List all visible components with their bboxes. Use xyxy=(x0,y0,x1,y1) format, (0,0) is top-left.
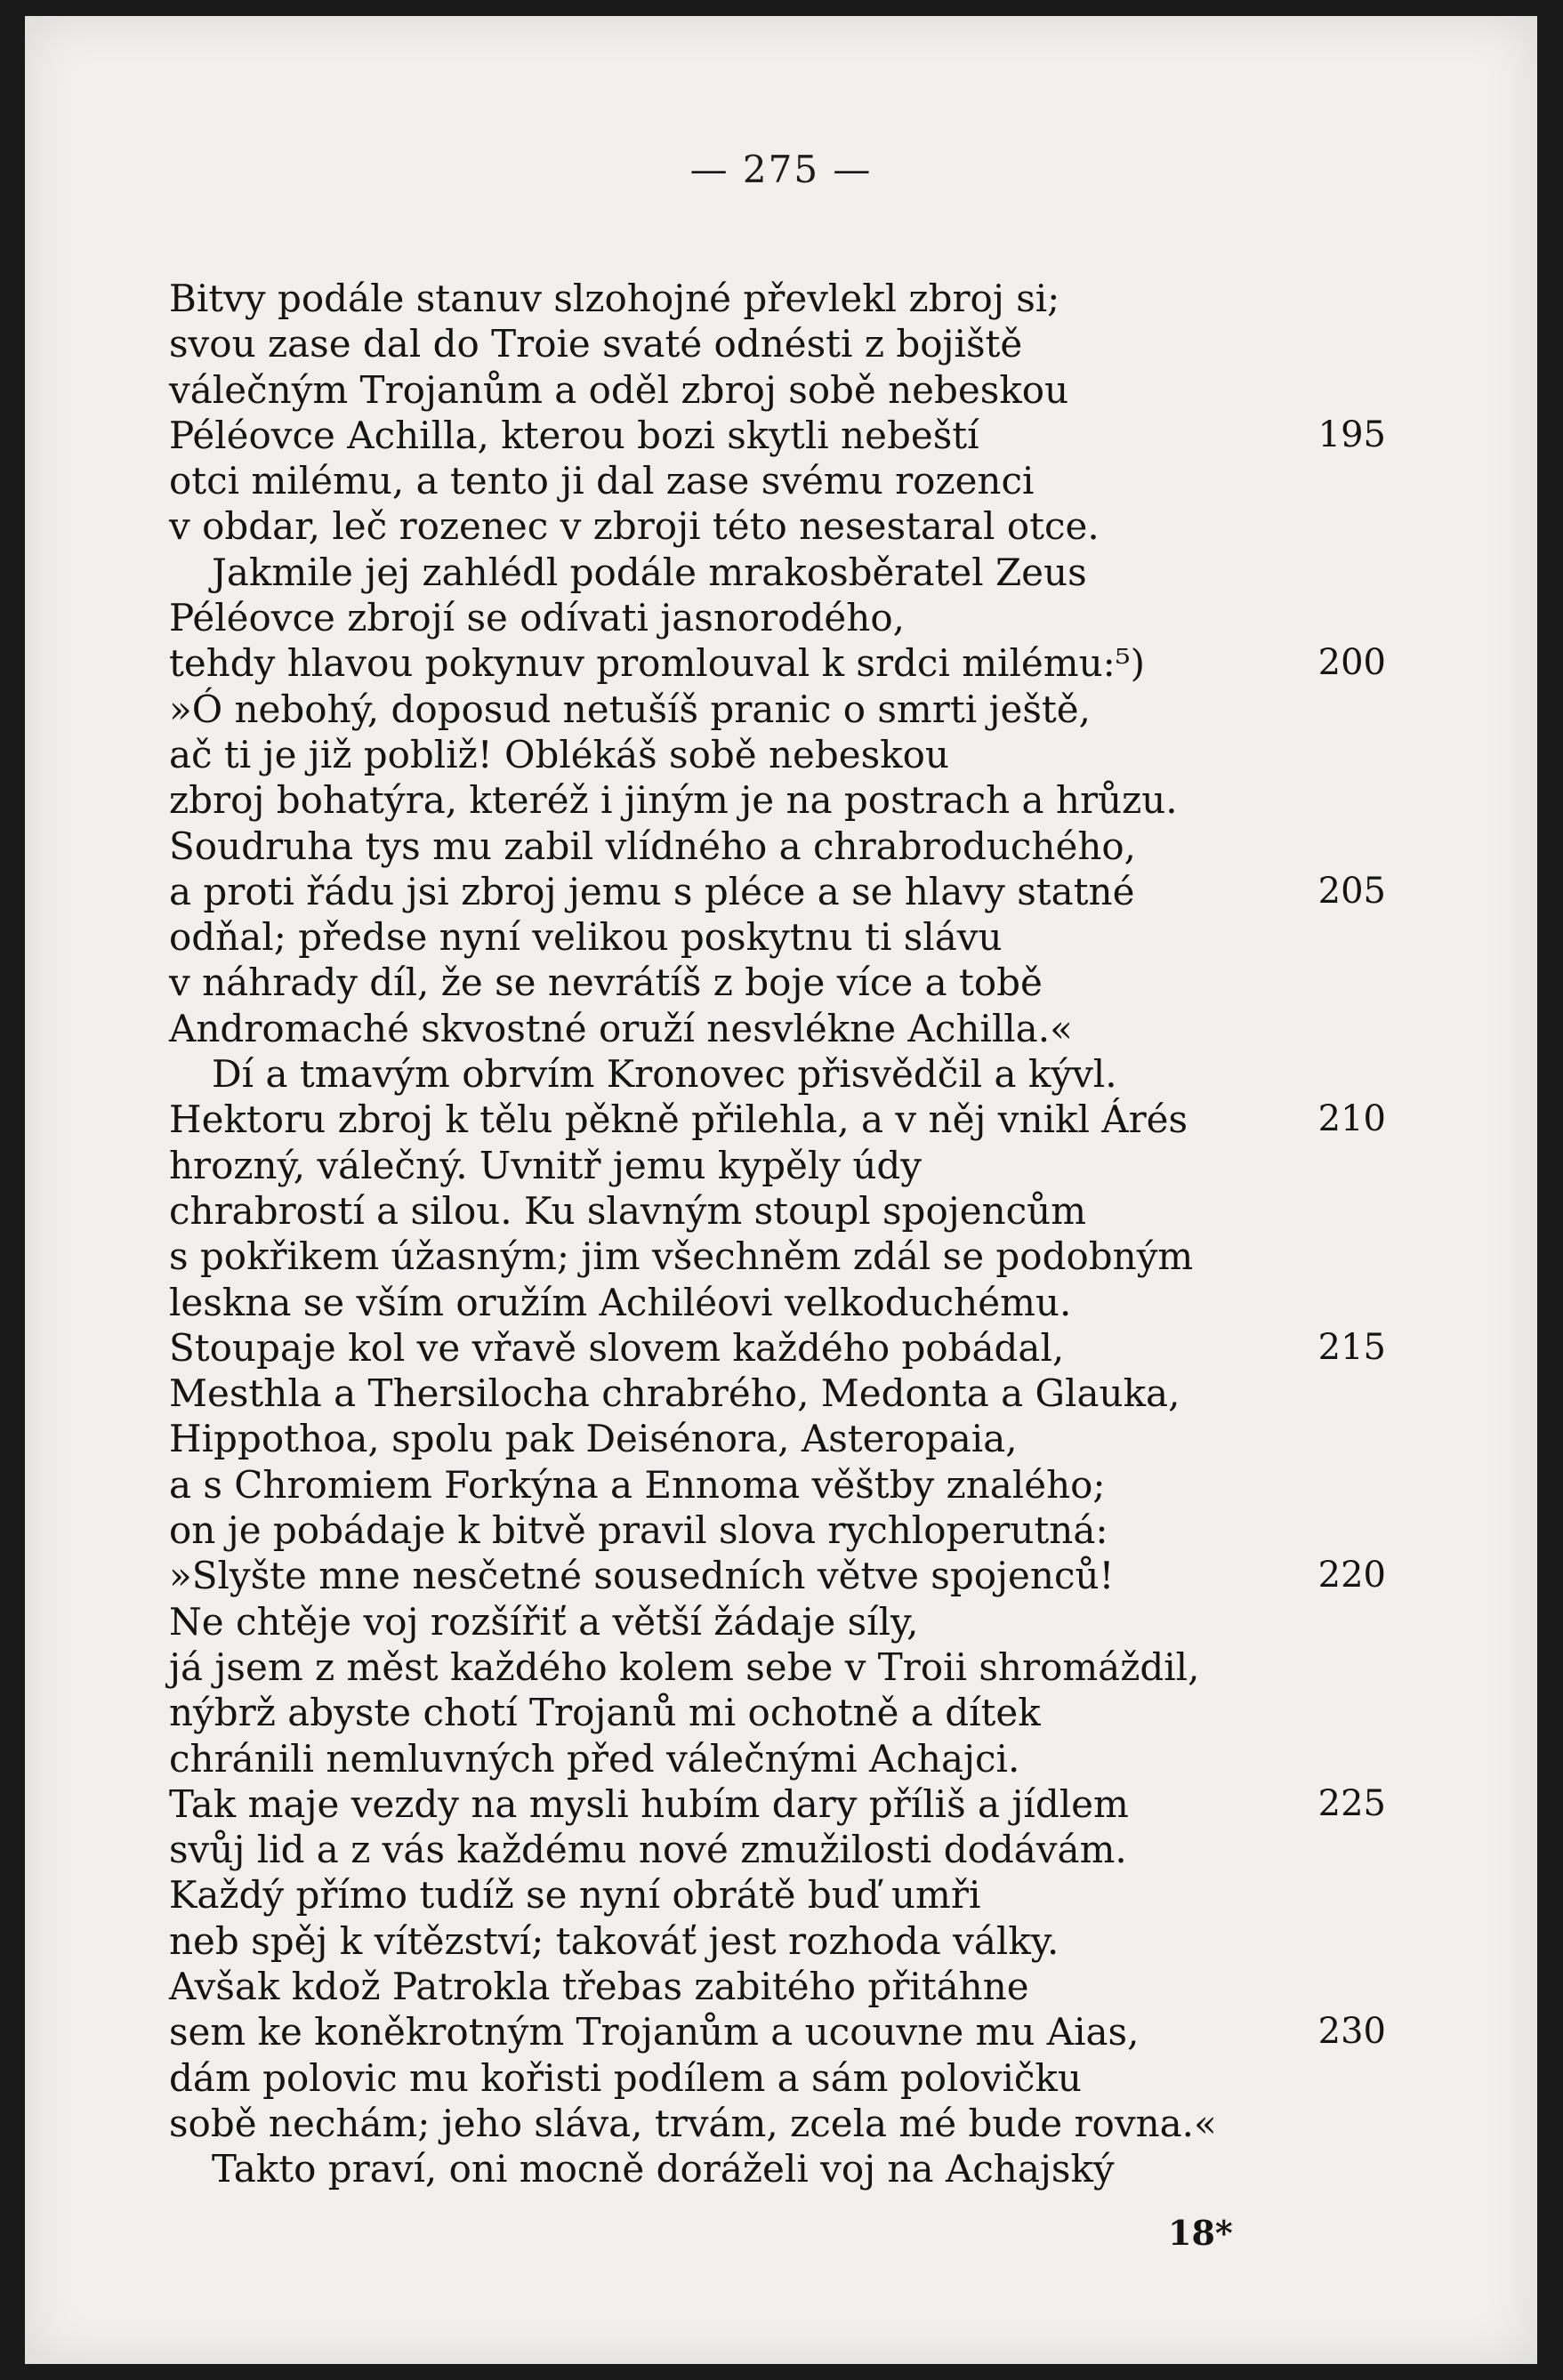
verse-text xyxy=(169,276,1325,2191)
verse-line: Takto praví, oni mocně doráželi voj na Achajský xyxy=(212,2147,1115,2191)
verse-line: v obdar, leč rozenec v zbroji této nesestaral otce. xyxy=(169,504,1100,549)
verse-line: Jakmile jej zahlédl podále mrakosběratel Zeus xyxy=(212,550,1087,594)
verse-line: Péléovce Achilla, kterou bozi skytli nebeští xyxy=(169,413,979,457)
line-number: 205 xyxy=(1317,870,1386,912)
verse-line: sobě nechám; jeho sláva, trvám, zcela mé bude rovna.« xyxy=(169,2101,1217,2145)
line-number: 230 xyxy=(1317,2011,1386,2053)
verse-line: »Slyšte mne nesčetné sousedních větve spojenců! xyxy=(169,1554,1115,1598)
line-number: 215 xyxy=(1317,1326,1386,1368)
verse-line: neb spěj k vítězství; takováť jest rozhoda války. xyxy=(169,1918,1059,1963)
page-number: — 275 — xyxy=(689,148,873,191)
verse-line: leskna se vším oružím Achiléovi velkoduchému. xyxy=(169,1280,1072,1324)
verse-line: Dí a tmavým obrvím Kronovec přisvědčil a kývl. xyxy=(212,1052,1117,1097)
line-number: 195 xyxy=(1317,414,1386,455)
verse-line: odňal; předse nyní velikou poskytnu ti slávu xyxy=(169,915,1003,960)
verse-line: Péléovce zbrojí se odívati jasnorodého, xyxy=(169,596,905,640)
verse-line: Hektoru zbroj k tělu pěkně přilehla, a v něj vnikl Árés xyxy=(169,1098,1188,1142)
verse-line: svou zase dal do Troie svaté odnésti z bojiště xyxy=(169,322,1023,366)
line-number: 200 xyxy=(1317,642,1386,684)
verse-line: Andromaché skvostné oruží nesvlékne Achilla.« xyxy=(169,1006,1073,1050)
verse-line: »Ó nebohý, doposud netušíš pranic o smrti ještě, xyxy=(169,687,1091,731)
verse-line: válečným Trojanům a oděl zbroj sobě nebeskou xyxy=(169,367,1069,412)
line-number: 210 xyxy=(1317,1098,1386,1140)
verse-line: dám polovic mu kořisti podílem a sám polovičku xyxy=(169,2055,1082,2100)
verse-line: nýbrž abyste chotí Trojanů mi ochotně a dítek xyxy=(169,1691,1041,1735)
verse-line: chrabrostí a silou. Ku slavným stoupl spojencům xyxy=(169,1188,1087,1233)
verse-line: on je pobádaje k bitvě pravil slova rychloperutná: xyxy=(169,1508,1108,1553)
verse-line: a proti řádu jsi zbroj jemu s pléce a se hlavy statné xyxy=(169,869,1135,913)
verse-line: Hippothoa, spolu pak Deisénora, Asteropaia, xyxy=(169,1417,1018,1461)
verse-line: s pokřikem úžasným; jim všechněm zdál se podobným xyxy=(169,1234,1194,1279)
verse-line: Avšak kdož Patrokla třebas zabitého přitáhne xyxy=(169,1964,1029,2008)
verse-line: já jsem z měst každého kolem sebe v Troii shromáždil, xyxy=(169,1644,1200,1689)
verse-line: Tak maje vezdy na mysli hubím dary příliš a jídlem xyxy=(169,1781,1129,1826)
verse-line: a s Chromiem Forkýna a Ennoma věštby znalého; xyxy=(169,1462,1106,1507)
verse-line: chránili nemluvných před válečnými Achajci. xyxy=(169,1736,1020,1781)
verse-line: tehdy hlavou pokynuv promlouval k srdci milému:⁵) xyxy=(169,641,1146,686)
verse-line: hrozný, válečný. Uvnitř jemu kypěly údy xyxy=(169,1143,922,1187)
verse-line: ač ti je již pobliž! Oblékáš sobě nebeskou xyxy=(169,732,949,776)
book-page xyxy=(25,16,1537,2364)
verse-line: Mesthla a Thersilocha chrabrého, Medonta a Glauka, xyxy=(169,1371,1180,1416)
verse-line: otci milému, a tento ji dal zase svému rozenci xyxy=(169,459,1035,503)
verse-line: Ne chtěje voj rozšířiť a větší žádaje síly, xyxy=(169,1599,919,1644)
printer-signature: 18* xyxy=(1168,2213,1233,2253)
verse-line: zbroj bohatýra, kteréž i jiným je na postrach a hrůzu. xyxy=(169,778,1178,823)
verse-line: Soudruha tys mu zabil vlídného a chrabroduchého, xyxy=(169,824,1137,868)
line-number: 225 xyxy=(1317,1782,1386,1824)
verse-line: v náhrady díl, že se nevrátíš z boje více a tobě xyxy=(169,961,1043,1005)
verse-line: Stoupaje kol ve vřavě slovem každého pobádal, xyxy=(169,1325,1065,1370)
verse-line: Každý přímo tudíž se nyní obrátě buď umři xyxy=(169,1873,981,1918)
verse-line: svůj lid a z vás každému nové zmužilosti dodávám. xyxy=(169,1828,1127,1872)
verse-line: Bitvy podále stanuv slzohojné převlekl zbroj si; xyxy=(169,277,1060,320)
verse-line: sem ke koněkrotným Trojanům a ucouvne mu Aias, xyxy=(169,2010,1140,2054)
line-number: 220 xyxy=(1317,1555,1386,1596)
